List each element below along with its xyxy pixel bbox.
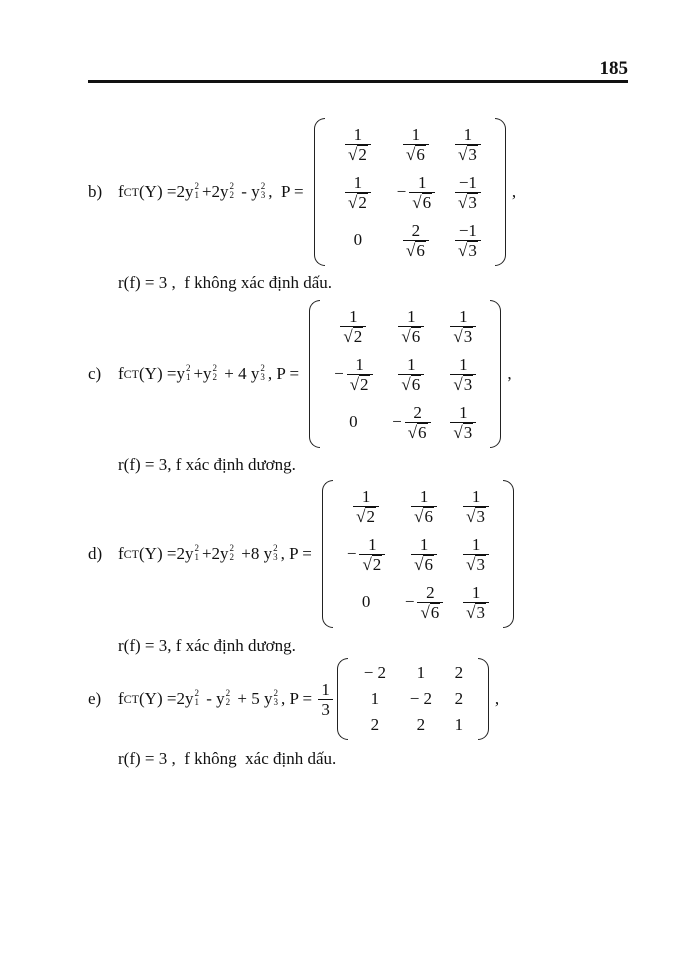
- p-label: , P =: [267, 364, 304, 383]
- term-op: +: [237, 544, 251, 563]
- lhs-arg: (Y) =: [139, 182, 177, 201]
- matrix-cell: 1 √ 3: [450, 307, 476, 346]
- lhs-arg: (Y) =: [139, 689, 177, 708]
- term-coef: 2y: [211, 182, 229, 201]
- matrix-cell: 0: [361, 592, 371, 611]
- term-coef: y: [251, 182, 260, 201]
- rank-statement-e: r(f) = 3 , f không xác định dấu.: [118, 749, 337, 768]
- term-coef: y: [203, 364, 212, 383]
- matrix-cell: − 2: [363, 663, 387, 682]
- matrix-cell: 2: [454, 663, 464, 682]
- lhs-subscript: CT: [123, 546, 140, 561]
- term-coef: y: [176, 364, 185, 383]
- lhs-f: f: [118, 544, 124, 563]
- matrix-cell: 1 √ 3: [455, 125, 481, 164]
- equation-c: [88, 298, 512, 450]
- p-label: , P =: [280, 689, 317, 708]
- matrix-cell: 1 √ 3: [450, 355, 476, 394]
- left-paren: [309, 300, 320, 448]
- trailing-comma: ,: [494, 689, 500, 708]
- matrix-cell: 1: [454, 715, 464, 734]
- matrix-cell: 1 √ 3: [450, 403, 476, 442]
- trailing-comma: ,: [507, 364, 512, 383]
- matrix-cell: − 1 √ 2: [334, 355, 372, 394]
- term-coef: 8 y: [250, 544, 273, 563]
- equation-e: [88, 659, 499, 739]
- matrix-cell: − 1 √ 6: [397, 173, 435, 212]
- rank-statement-c: r(f) = 3, f xác định dương.: [118, 455, 296, 474]
- right-paren: [490, 300, 501, 448]
- matrix-cell: 2: [416, 715, 426, 734]
- matrix-cell: 1 √ 2: [340, 307, 366, 346]
- matrix-cell: 1 √ 3: [463, 487, 489, 526]
- trailing-comma: ,: [511, 182, 517, 201]
- matrix-cell: − 2 √ 6: [405, 583, 443, 622]
- matrix-p: [309, 300, 501, 448]
- term-supsub: 2 2: [225, 688, 231, 707]
- header-rule: [88, 80, 628, 83]
- matrix-cell: − 2 √ 6: [392, 403, 430, 442]
- term-coef: 2y: [176, 689, 194, 708]
- matrix-grid: [333, 480, 503, 628]
- lhs-f: f: [118, 689, 124, 708]
- term-supsub: 2 3: [273, 688, 278, 707]
- term-supsub: 2 3: [273, 543, 278, 562]
- term-coef: 2y: [176, 182, 194, 201]
- lhs-f: f: [118, 182, 124, 201]
- term-supsub: 2 3: [260, 363, 265, 382]
- term-supsub: 2 1: [185, 363, 191, 382]
- lhs-subscript: CT: [123, 184, 140, 199]
- matrix-cell: 1 √ 2: [345, 173, 371, 212]
- matrix-p: [337, 658, 489, 740]
- equation-b: [88, 117, 516, 267]
- term-op: +: [201, 182, 212, 201]
- item-label: b): [88, 182, 103, 201]
- matrix-grid: [325, 118, 495, 266]
- p-label: , P =: [268, 182, 308, 201]
- left-paren: [314, 118, 325, 266]
- term-supsub: 2 1: [194, 543, 199, 562]
- item-label: c): [88, 364, 102, 383]
- term-op: +: [233, 689, 252, 708]
- matrix-cell: 2 √ 6: [403, 221, 429, 260]
- p-label: , P =: [280, 544, 317, 563]
- rank-statement-b: r(f) = 3 , f không xác định dấu.: [118, 273, 333, 292]
- matrix-grid: [320, 300, 490, 448]
- term-op: -: [237, 182, 252, 201]
- matrix-cell: − 2: [409, 689, 433, 708]
- term-coef: y: [216, 689, 225, 708]
- matrix-cell: 1: [370, 689, 380, 708]
- matrix-cell: −1 √ 3: [455, 173, 481, 212]
- term-op: +: [201, 544, 212, 563]
- lhs-arg: (Y) =: [139, 544, 177, 563]
- rank-statement-d: r(f) = 3, f xác định dương.: [118, 636, 296, 655]
- term-supsub: 2 3: [260, 181, 266, 200]
- matrix-cell: 0: [353, 230, 363, 249]
- matrix-cell: 1 √ 3: [463, 535, 489, 574]
- matrix-cell: 1 √ 6: [403, 125, 429, 164]
- matrix-cell: 1 √ 6: [411, 535, 437, 574]
- equation-d: [88, 478, 514, 630]
- item-label: d): [88, 544, 103, 563]
- lhs-subscript: CT: [123, 691, 140, 706]
- left-paren: [322, 480, 333, 628]
- term-supsub: 2 2: [229, 181, 235, 200]
- matrix-cell: 2: [454, 689, 464, 708]
- matrix-cell: 1 √ 3: [463, 583, 489, 622]
- matrix-p: [314, 118, 506, 266]
- matrix-cell: − 1 √ 2: [347, 535, 385, 574]
- right-paren: [495, 118, 506, 266]
- scalar-fraction: $\frac{1}{3}$: [318, 680, 333, 719]
- matrix-cell: 1: [416, 663, 426, 682]
- matrix-cell: 1 √ 6: [398, 355, 424, 394]
- term-coef: 5 y: [251, 689, 273, 708]
- right-paren: [503, 480, 514, 628]
- page-number: 185: [599, 58, 628, 79]
- matrix-p: [322, 480, 514, 628]
- term-coef: 2y: [176, 544, 194, 563]
- left-paren: [337, 658, 348, 740]
- matrix-cell: 1 √ 6: [411, 487, 437, 526]
- term-coef: 2y: [211, 544, 229, 563]
- term-supsub: 2 1: [194, 688, 199, 707]
- matrix-cell: 1 √ 2: [345, 125, 371, 164]
- term-op: -: [201, 689, 217, 708]
- right-paren: [478, 658, 489, 740]
- matrix-cell: 2: [370, 715, 380, 734]
- matrix-grid: [348, 658, 478, 740]
- term-supsub: 2 1: [194, 181, 199, 200]
- item-label: e): [88, 689, 102, 708]
- term-coef: 4 y: [238, 364, 260, 383]
- term-op: +: [220, 364, 239, 383]
- lhs-f: f: [118, 364, 124, 383]
- matrix-cell: 0: [349, 412, 358, 431]
- lhs-arg: (Y) =: [139, 364, 177, 383]
- matrix-cell: 1 √ 6: [398, 307, 424, 346]
- matrix-cell: 1 √ 2: [353, 487, 379, 526]
- term-op: +: [193, 364, 204, 383]
- lhs-subscript: CT: [123, 366, 140, 381]
- term-supsub: 2 2: [229, 543, 235, 562]
- term-supsub: 2 2: [212, 363, 218, 382]
- matrix-cell: −1 √ 3: [455, 221, 481, 260]
